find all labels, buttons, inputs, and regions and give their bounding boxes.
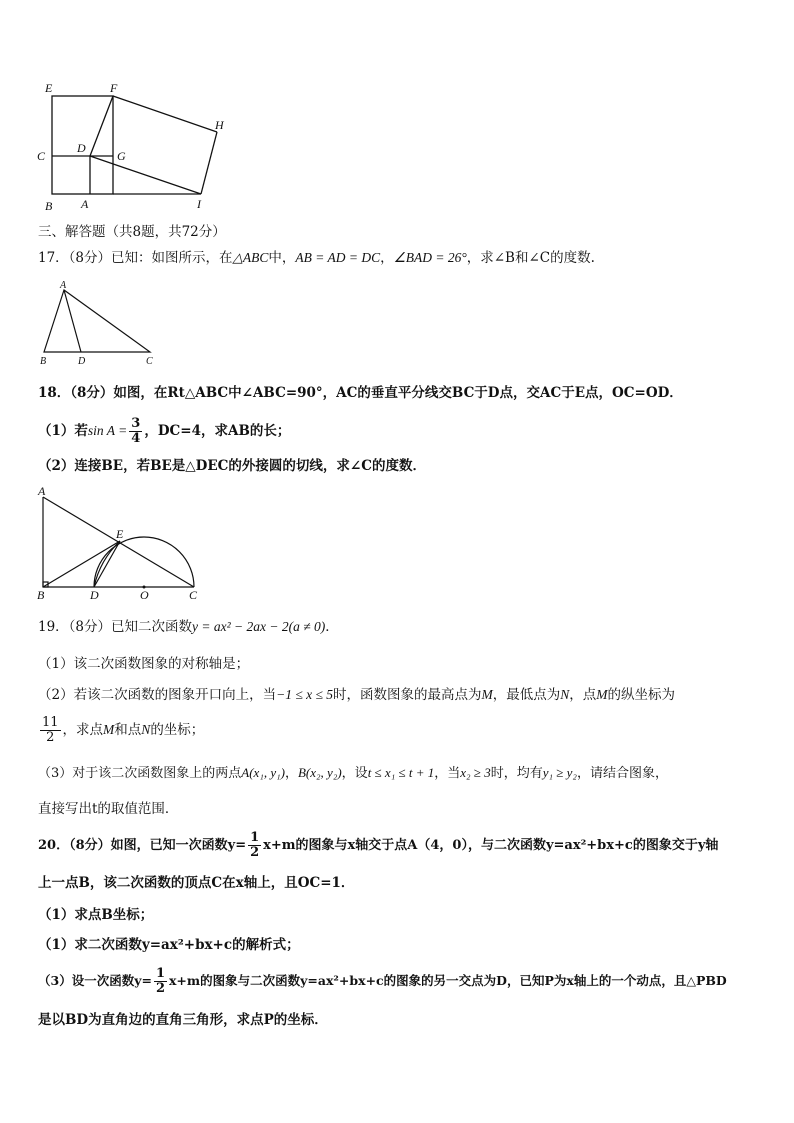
label-b: B	[37, 588, 45, 602]
triangle-abc	[44, 290, 150, 352]
question-20: 20．（8分）如图，已知一次函数y= $\frac{1}{2}$ x+m的图象与x轴交于点A（4，0），与二次函数y=ax²+bx+c的图象交于y轴	[38, 830, 719, 860]
question-20-part-3-cont: 是以BD为直角边的直角三角形，求点P的坐标．	[38, 1012, 328, 1028]
label-i: I	[197, 197, 201, 211]
question-18-part-2: （2）连接BE，若BE是△DEC的外接圆的切线，求∠C的度数．	[38, 458, 426, 474]
question-20-part-2: （1）求二次函数y=ax²+bx+c的解析式；	[38, 937, 300, 953]
arc-de	[94, 541, 120, 587]
label-c: C	[146, 356, 153, 367]
question-19: 19．（8分）已知二次函数y = ax² − 2ax − 2(a ≠ 0)．	[38, 619, 339, 635]
label-c: C	[37, 149, 46, 163]
section-title: 三、解答题（共8题，共72分）	[38, 224, 226, 240]
question-19-part-2: （2）若该二次函数的图象开口向上，当−1 ≤ x ≤ 5时，函数图象的最高点为M，最低点为N，点M的纵坐标为	[38, 687, 676, 703]
label-c: C	[189, 588, 198, 602]
question-17: 17．（8分）已知：如图所示，在△ABC中，AB = AD = DC，∠BAD = 26°，求∠B和∠C的度数.	[38, 250, 595, 266]
label-a: A	[38, 484, 46, 498]
label-b: B	[40, 356, 47, 367]
label-a: A	[60, 280, 67, 291]
label-o: O	[140, 588, 149, 602]
label-d: D	[90, 588, 99, 602]
label-d: D	[77, 141, 86, 155]
label-a: A	[81, 197, 89, 211]
figure-squares	[0, 0, 794, 220]
label-d: D	[78, 356, 86, 367]
question-19-part-1: （1）该二次函数图象的对称轴是；	[38, 656, 250, 672]
label-e: E	[45, 81, 53, 95]
segment-ac	[43, 497, 194, 587]
question-19-part-2-cont: $\frac{11}{2}$ ，求点M和点N的坐标；	[42, 715, 205, 745]
question-20-part-3: （3）设一次函数y= $\frac{1}{2}$ x+m的图象与二次函数y=ax²+bx+c的图象的另一交点为D，已知P为x轴上的一个动点，且△PBD	[38, 966, 727, 996]
label-b: B	[45, 199, 53, 213]
segment-df	[90, 96, 113, 156]
label-g: G	[117, 149, 126, 163]
segment-ad	[64, 290, 81, 352]
right-angle-mark	[43, 582, 48, 587]
question-20-cont: 上一点B，该二次函数的顶点C在x轴上，且OC=1．	[38, 875, 355, 891]
question-19-part-3-cont: 直接写出t的取值范围．	[38, 801, 179, 817]
semicircle	[94, 537, 194, 587]
segment-fh	[113, 96, 217, 132]
question-20-part-1: （1）求点B坐标；	[38, 907, 154, 923]
segment-be	[43, 541, 120, 587]
segment-ed	[94, 541, 120, 587]
question-18: 18．（8分）如图，在Rt△ABC中∠ABC=90°，AC的垂直平分线交BC于D点，交AC于E点，OC=OD．	[38, 385, 683, 401]
label-e: E	[116, 527, 124, 541]
question-18-part-1: （1）若sin A = $\frac{3}{4}$ ，DC=4，求AB的长；	[38, 416, 291, 446]
segment-di	[90, 156, 201, 194]
label-h: H	[215, 118, 224, 132]
segment-hi	[201, 132, 217, 194]
label-f: F	[110, 81, 118, 95]
question-19-part-3: （3）对于该二次函数图象上的两点A(x₁, y₁)，B(x₂, y₂)，设t ≤ x₁ ≤ t + 1，当x₂ ≥ 3时，均有y₁ ≥ y₂，请结合图象，	[38, 765, 668, 781]
